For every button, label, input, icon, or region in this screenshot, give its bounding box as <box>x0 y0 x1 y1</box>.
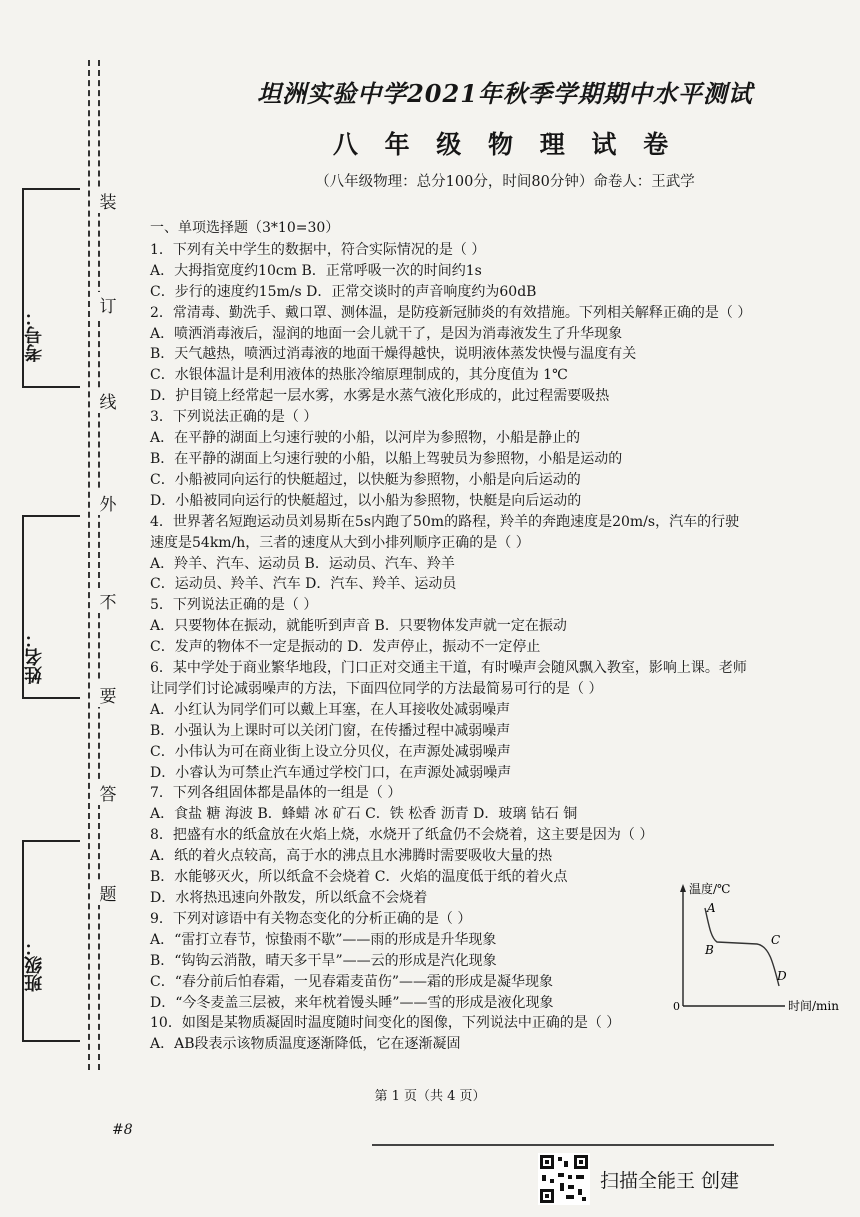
question-line: B．小强认为上课时可以关闭门窗，在传播过程中减弱噪声 <box>150 722 511 739</box>
scanner-brand: 扫描全能王 创建 <box>600 1170 740 1192</box>
question-line: 速度是54km/h，三者的速度从大到小排列顺序正确的是（ ） <box>150 534 530 551</box>
binding-char: 答 <box>97 780 119 805</box>
pencil-mark: #8 <box>112 1122 133 1138</box>
question-line: A．AB段表示该物质温度逐渐降低，它在逐渐凝固 <box>150 1036 461 1053</box>
exam-info: （八年级物理：总分100分，时间80分钟）命卷人：王武学 <box>315 174 695 190</box>
graph-x-label: 时间/min <box>788 999 839 1013</box>
question-line: C．“春分前后怕春霜，一见春霜麦苗伤”——霜的形成是凝华现象 <box>150 973 554 990</box>
question-line: B．“钩钩云消散，晴天多干旱”——云的形成是汽化现象 <box>150 952 497 969</box>
binding-char: 装 <box>97 188 119 213</box>
school-title: 坦洲实验中学2021年秋季学期期中水平测试 <box>257 79 753 108</box>
question-line: D．“今冬麦盖三层被，来年枕着馒头睡”——雪的形成是液化现象 <box>150 994 554 1011</box>
question-line: C．小船被同向运行的快艇超过，以快艇为参照物，小船是向后运动的 <box>150 471 581 488</box>
question-line: A．喷洒消毒液后，湿润的地面一会儿就干了，是因为消毒液发生了升华现象 <box>150 325 623 342</box>
question-line: 1．下列有关中学生的数据中，符合实际情况的是（ ） <box>150 241 486 258</box>
question-line: D．护目镜上经常起一层水雾，水雾是水蒸气液化形成的，此过程需要吸热 <box>150 388 610 405</box>
exam-number-label: 考号： <box>24 308 45 362</box>
question-line: B．在平静的湖面上匀速行驶的小船，以船上驾驶员为参照物，小船是运动的 <box>150 450 623 467</box>
question-line: 4．世界著名短跑运动员刘易斯在5s内跑了50m的路程，羚羊的奔跑速度是20m/s，汽车的行驶 <box>150 513 740 530</box>
name-label: 姓名： <box>24 630 45 685</box>
question-line: 7．下列各组固体都是晶体的一组是（ ） <box>150 785 402 802</box>
question-line: A．在平静的湖面上匀速行驶的小船，以河岸为参照物，小船是静止的 <box>150 430 581 447</box>
question-line: 9．下列对谚语中有关物态变化的分析正确的是（ ） <box>150 910 472 927</box>
question-line: 8．把盛有水的纸盒放在火焰上烧，水烧开了纸盒仍不会烧着，这主要是因为（ ） <box>150 827 654 844</box>
question-line: C．水银体温计是利用液体的热胀冷缩原理制成的，其分度值为 1℃ <box>150 367 568 384</box>
graph-point-c-label: C <box>771 933 781 947</box>
graph-point-a-label: A <box>707 901 716 915</box>
graph-curve <box>705 908 779 986</box>
class-label: 班级： <box>24 938 45 992</box>
question-line: C．小伟认为可在商业街上设立分贝仪，在声源处减弱噪声 <box>150 743 511 760</box>
qr-code-icon <box>538 1153 590 1205</box>
question-line: A．“雷打立春节，惊蛰雨不歇”——雨的形成是升华现象 <box>150 931 497 948</box>
binding-char: 线 <box>97 388 119 413</box>
page-number: 第 1 页（共 4 页） <box>374 1089 486 1104</box>
question-line: D．水将热迅速向外散发，所以纸盒不会烧着 <box>150 890 428 906</box>
footer-rule <box>372 1144 774 1146</box>
graph-point-b-label: B <box>705 943 714 957</box>
question-line: 6．某中学处于商业繁华地段，门口正对交通主干道，有时噪声会随风飘入教室，影响上课。老师 <box>150 660 747 677</box>
exam-title: 八 年 级 物 理 试 卷 <box>332 130 678 159</box>
binding-char: 题 <box>97 880 119 905</box>
question-line: 让同学们讨论减弱噪声的方法，下面四位同学的方法最简易可行的是（ ） <box>150 680 603 697</box>
binding-char: 订 <box>97 292 119 317</box>
solidification-graph <box>665 878 855 1013</box>
graph-y-arrow-icon <box>680 884 686 892</box>
question-line: 5．下列说法正确的是（ ） <box>150 597 318 614</box>
binding-char: 要 <box>97 682 119 707</box>
section-title: 一、单项选择题（3*10=30） <box>150 220 340 236</box>
question-line: A．羚羊、汽车、运动员 B．运动员、汽车、羚羊 <box>150 555 455 572</box>
question-line: A．大拇指宽度约10cm B．正常呼吸一次的时间约1s <box>150 262 482 279</box>
question-line: 2．常清毒、勤洗手、戴口罩、测体温，是防疫新冠肺炎的有效措施。下列相关解释正确的是（ ） <box>150 304 752 321</box>
graph-point-d-label: D <box>777 969 787 983</box>
question-line: D．小船被同向运行的快艇超过，以小船为参照物，快艇是向后运动的 <box>150 492 582 509</box>
binding-char: 外 <box>97 490 119 515</box>
question-line: A．纸的着火点较高，高于水的沸点且水沸腾时需要吸收大量的热 <box>150 848 553 865</box>
question-line: A．只要物体在振动，就能听到声音 B．只要物体发声就一定在振动 <box>150 618 567 635</box>
binding-char: 不 <box>97 588 119 613</box>
question-line: B．水能够灭火，所以纸盒不会烧着 C．火焰的温度低于纸的着火点 <box>150 869 568 886</box>
question-line: C．发声的物体不一定是振动的 D．发声停止，振动不一定停止 <box>150 639 541 656</box>
graph-origin-label: 0 <box>673 1000 680 1013</box>
question-line: 3．下列说法正确的是（ ） <box>150 409 318 426</box>
question-line: 10．如图是某物质凝固时温度随时间变化的图像，下列说法中正确的是（ ） <box>150 1015 621 1032</box>
graph-y-label: 温度/℃ <box>689 882 731 896</box>
binding-dashed-line-outer <box>88 60 90 1070</box>
question-line: C．步行的速度约15m/s D．正常交谈时的声音响度约为60dB <box>150 283 537 300</box>
question-line: A．小红认为同学们可以戴上耳塞，在人耳接收处减弱噪声 <box>150 701 511 718</box>
question-line: A．食盐 糖 海波 B．蜂蜡 冰 矿石 C．铁 松香 沥青 D．玻璃 钻石 铜 <box>150 806 578 823</box>
question-line: B．天气越热，喷洒过消毒液的地面干燥得越快，说明液体蒸发快慢与温度有关 <box>150 346 637 363</box>
question-line: C．运动员、羚羊、汽车 D．汽车、羚羊、运动员 <box>150 576 457 593</box>
question-line: D．小睿认为可禁止汽车通过学校门口，在声源处减弱噪声 <box>150 764 512 781</box>
